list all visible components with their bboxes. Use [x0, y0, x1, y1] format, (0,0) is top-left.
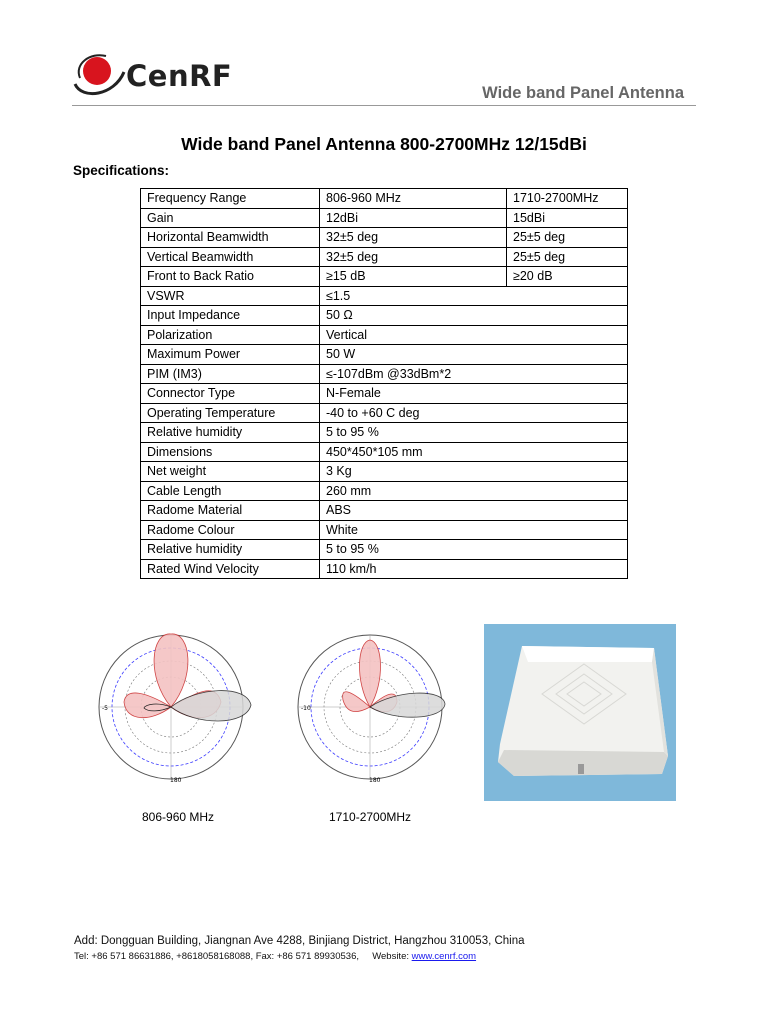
- spec-parameter: Vertical Beamwidth: [141, 247, 320, 267]
- spec-value: 110 km/h: [320, 559, 628, 579]
- spec-row: [141, 520, 628, 540]
- spec-row: [141, 345, 628, 365]
- spec-parameter: PIM (IM3): [141, 364, 320, 384]
- spec-parameter: Operating Temperature: [141, 403, 320, 423]
- spec-row: [141, 501, 628, 521]
- spec-value-low-band: 32±5 deg: [320, 247, 507, 267]
- spec-value: Vertical: [320, 325, 628, 345]
- spec-value: N-Female: [320, 384, 628, 404]
- spec-parameter: Relative humidity: [141, 540, 320, 560]
- spec-row: [141, 189, 628, 209]
- spec-parameter: Gain: [141, 208, 320, 228]
- radiation-pattern-low: [86, 622, 256, 792]
- company-address: Add: Dongguan Building, Jiangnan Ave 4288, Binjiang District, Hangzhou 310053, China: [74, 935, 525, 947]
- spec-parameter: Front to Back Ratio: [141, 267, 320, 287]
- header-divider: [72, 105, 696, 106]
- spec-row: [141, 306, 628, 326]
- spec-parameter: Input Impedance: [141, 306, 320, 326]
- spec-value: 50 Ω: [320, 306, 628, 326]
- spec-row: [141, 208, 628, 228]
- spec-value: 450*450*105 mm: [320, 442, 628, 462]
- spec-value-high-band: 25±5 deg: [507, 247, 628, 267]
- spec-value: 50 W: [320, 345, 628, 365]
- spec-row: [141, 481, 628, 501]
- spec-parameter: Dimensions: [141, 442, 320, 462]
- ring-label-high: -10: [301, 705, 311, 712]
- spec-value-high-band: 1710-2700MHz: [507, 189, 628, 209]
- spec-value-low-band: 32±5 deg: [320, 228, 507, 248]
- spec-value: -40 to +60 C deg: [320, 403, 628, 423]
- spec-parameter: VSWR: [141, 286, 320, 306]
- website-link[interactable]: www.cenrf.com: [411, 951, 477, 962]
- spec-row: [141, 423, 628, 443]
- spec-row: [141, 325, 628, 345]
- spec-parameter: Rated Wind Velocity: [141, 559, 320, 579]
- spec-value-low-band: 806-960 MHz: [320, 189, 507, 209]
- pattern-high-caption: 1710-2700MHz: [329, 810, 412, 824]
- ring-label-low: -5: [102, 705, 108, 712]
- spec-row: [141, 462, 628, 482]
- radiation-pattern-high: [285, 622, 455, 792]
- specifications-table: [140, 188, 628, 579]
- spec-parameter: Cable Length: [141, 481, 320, 501]
- contact-numbers: Tel: +86 571 86631886, +8618058168088, Fax: +86 571 89930536,: [74, 951, 359, 962]
- spec-parameter: Frequency Range: [141, 189, 320, 209]
- spec-value-high-band: ≥20 dB: [507, 267, 628, 287]
- spec-row: [141, 540, 628, 560]
- spec-value: White: [320, 520, 628, 540]
- document-title: Wide band Panel Antenna 800-2700MHz 12/15dBi: [181, 134, 587, 154]
- spec-parameter: Polarization: [141, 325, 320, 345]
- spec-value: 5 to 95 %: [320, 540, 628, 560]
- pattern-low-caption: 806-960 MHz: [142, 810, 215, 824]
- spec-value: 3 Kg: [320, 462, 628, 482]
- spec-value: 5 to 95 %: [320, 423, 628, 443]
- spec-value: ≤1.5: [320, 286, 628, 306]
- spec-value-high-band: 15dBi: [507, 208, 628, 228]
- spec-value: 260 mm: [320, 481, 628, 501]
- spec-parameter: Horizontal Beamwidth: [141, 228, 320, 248]
- spec-row: [141, 364, 628, 384]
- spec-parameter: Net weight: [141, 462, 320, 482]
- spec-value: ≤-107dBm @33dBm*2: [320, 364, 628, 384]
- angle-label-low: 180: [170, 777, 182, 784]
- specifications-label: Specifications:: [73, 163, 170, 178]
- spec-row: [141, 384, 628, 404]
- spec-value: ABS: [320, 501, 628, 521]
- spec-parameter: Radome Material: [141, 501, 320, 521]
- website-label: Website:: [372, 951, 409, 962]
- antenna-product-photo: [484, 624, 676, 801]
- spec-row: [141, 247, 628, 267]
- spec-value-high-band: 25±5 deg: [507, 228, 628, 248]
- spec-row: [141, 286, 628, 306]
- spec-parameter: Maximum Power: [141, 345, 320, 365]
- angle-label-high: 180: [369, 777, 381, 784]
- spec-row: [141, 267, 628, 287]
- spec-row: [141, 403, 628, 423]
- spec-parameter: Radome Colour: [141, 520, 320, 540]
- spec-row: [141, 559, 628, 579]
- spec-row: [141, 228, 628, 248]
- spec-parameter: Relative humidity: [141, 423, 320, 443]
- spec-value-low-band: ≥15 dB: [320, 267, 507, 287]
- spec-parameter: Connector Type: [141, 384, 320, 404]
- spec-row: [141, 442, 628, 462]
- company-contact: [74, 951, 476, 962]
- spec-value-low-band: 12dBi: [320, 208, 507, 228]
- brand-name: CenRF: [126, 59, 233, 93]
- header-title: Wide band Panel Antenna: [482, 84, 684, 102]
